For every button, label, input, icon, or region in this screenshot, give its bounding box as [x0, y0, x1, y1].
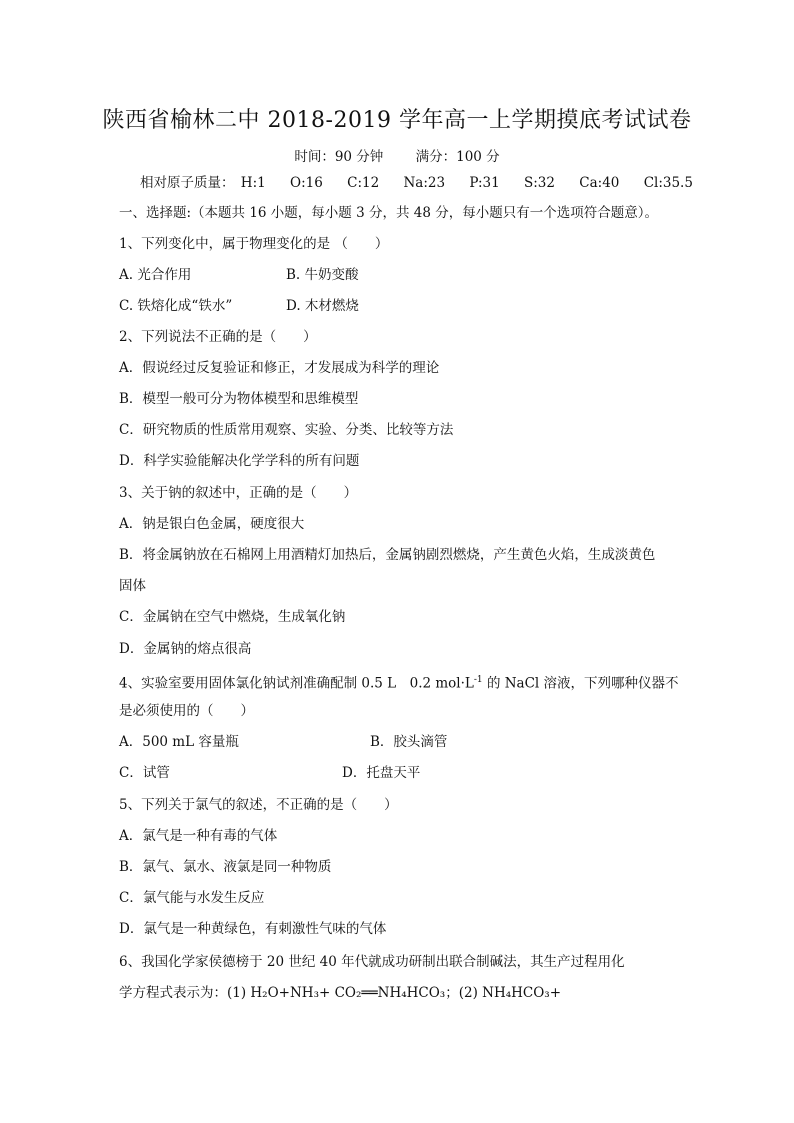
q6-stem: 6、我国化学家侯德榜于 20 世纪 40 年代就成功研制出联合制碱法，其生产过程用化	[119, 954, 625, 970]
q5-option-d: D．氯气是一种黄绿色，有刺激性气味的气体	[119, 921, 387, 937]
q3-option-a: A．钠是银白色金属，硬度很大	[119, 516, 305, 532]
exam-meta	[0, 145, 794, 165]
q1-option-c: C. 铁熔化成“铁水”	[119, 298, 233, 314]
atomic-mass-item: Na:23	[403, 175, 446, 191]
q4-stem	[119, 671, 679, 693]
atomic-mass-item: S:32	[524, 175, 555, 191]
q5-option-b: B．氯气、氯水、液氯是同一种物质	[119, 859, 332, 875]
atomic-mass-item: Cl:35.5	[643, 175, 693, 191]
q2-option-a: A．假说经过反复验证和修正，才发展成为科学的理论	[119, 360, 440, 376]
q4-option-b: B．胶头滴管	[370, 734, 448, 750]
q5-option-c: C．氯气能与水发生反应	[119, 890, 265, 906]
atomic-mass-item: Ca:40	[579, 175, 620, 191]
q5-option-a: A．氯气是一种有毒的气体	[119, 828, 278, 844]
atomic-mass-label: 相对原子质量：	[140, 175, 235, 191]
q3-option-b-cont: 固体	[119, 578, 146, 594]
q4-option-c: C．试管	[119, 765, 170, 781]
q4-option-d: D．托盘天平	[342, 765, 421, 781]
q3-option-b: B．将金属钠放在石棉网上用酒精灯加热后，金属钠剧烈燃烧，产生黄色火焰，生成淡黄色	[119, 547, 656, 563]
q4-stem-superscript: -1	[473, 675, 483, 685]
atomic-mass-item: O:16	[290, 175, 323, 191]
q4-stem-part1: 4、实验室要用固体氯化钠试剂准确配制 0.5 L 0.2 mol·L	[119, 675, 474, 692]
q4-stem-part2: 的 NaCl 溶液，下列哪种仪器不	[482, 675, 679, 692]
atomic-mass-item: H:1	[240, 175, 266, 191]
q4-stem-cont: 是必须使用的（ ）	[119, 703, 254, 719]
q1-option-b: B. 牛奶变酸	[286, 267, 359, 283]
exam-title: 陕西省榆林二中 2018-2019 学年高一上学期摸底考试试卷	[102, 108, 692, 133]
q2-stem: 2、下列说法不正确的是（ ）	[119, 329, 317, 345]
atomic-mass-item: P:31	[469, 175, 500, 191]
atomic-mass-item: C:12	[347, 175, 380, 191]
q3-stem: 3、关于钠的叙述中，正确的是（ ）	[119, 485, 358, 501]
q2-option-b: B．模型一般可分为物体模型和思维模型	[119, 391, 359, 407]
atomic-mass-line	[140, 171, 713, 191]
section-heading: 一、选择题:（本题共 16 小题，每小题 3 分，共 48 分，每小题只有一个选项符合题意）。	[119, 205, 658, 221]
q5-stem: 5、下列关于氯气的叙述，不正确的是（ ）	[119, 797, 398, 813]
q3-option-c: C．金属钠在空气中燃烧，生成氧化钠	[119, 609, 346, 625]
exam-time: 时间：90 分钟	[294, 149, 384, 165]
exam-score: 满分：100 分	[415, 149, 500, 165]
q6-stem-cont: 学方程式表示为：(1) H₂O+NH₃+ CO₂══NH₄HCO₃；(2) NH₄HCO₃+	[119, 985, 562, 1001]
q1-stem: 1、下列变化中，属于物理变化的是 （ ）	[119, 236, 389, 252]
q1-option-a: A. 光合作用	[119, 267, 192, 283]
q2-option-c: C．研究物质的性质常用观察、实验、分类、比较等方法	[119, 422, 454, 438]
q2-option-d: D．科学实验能解决化学学科的所有问题	[119, 453, 360, 469]
q4-option-a: A．500 mL 容量瓶	[119, 734, 239, 750]
q1-option-d: D. 木材燃烧	[286, 298, 359, 314]
q3-option-d: D．金属钠的熔点很高	[119, 641, 252, 657]
